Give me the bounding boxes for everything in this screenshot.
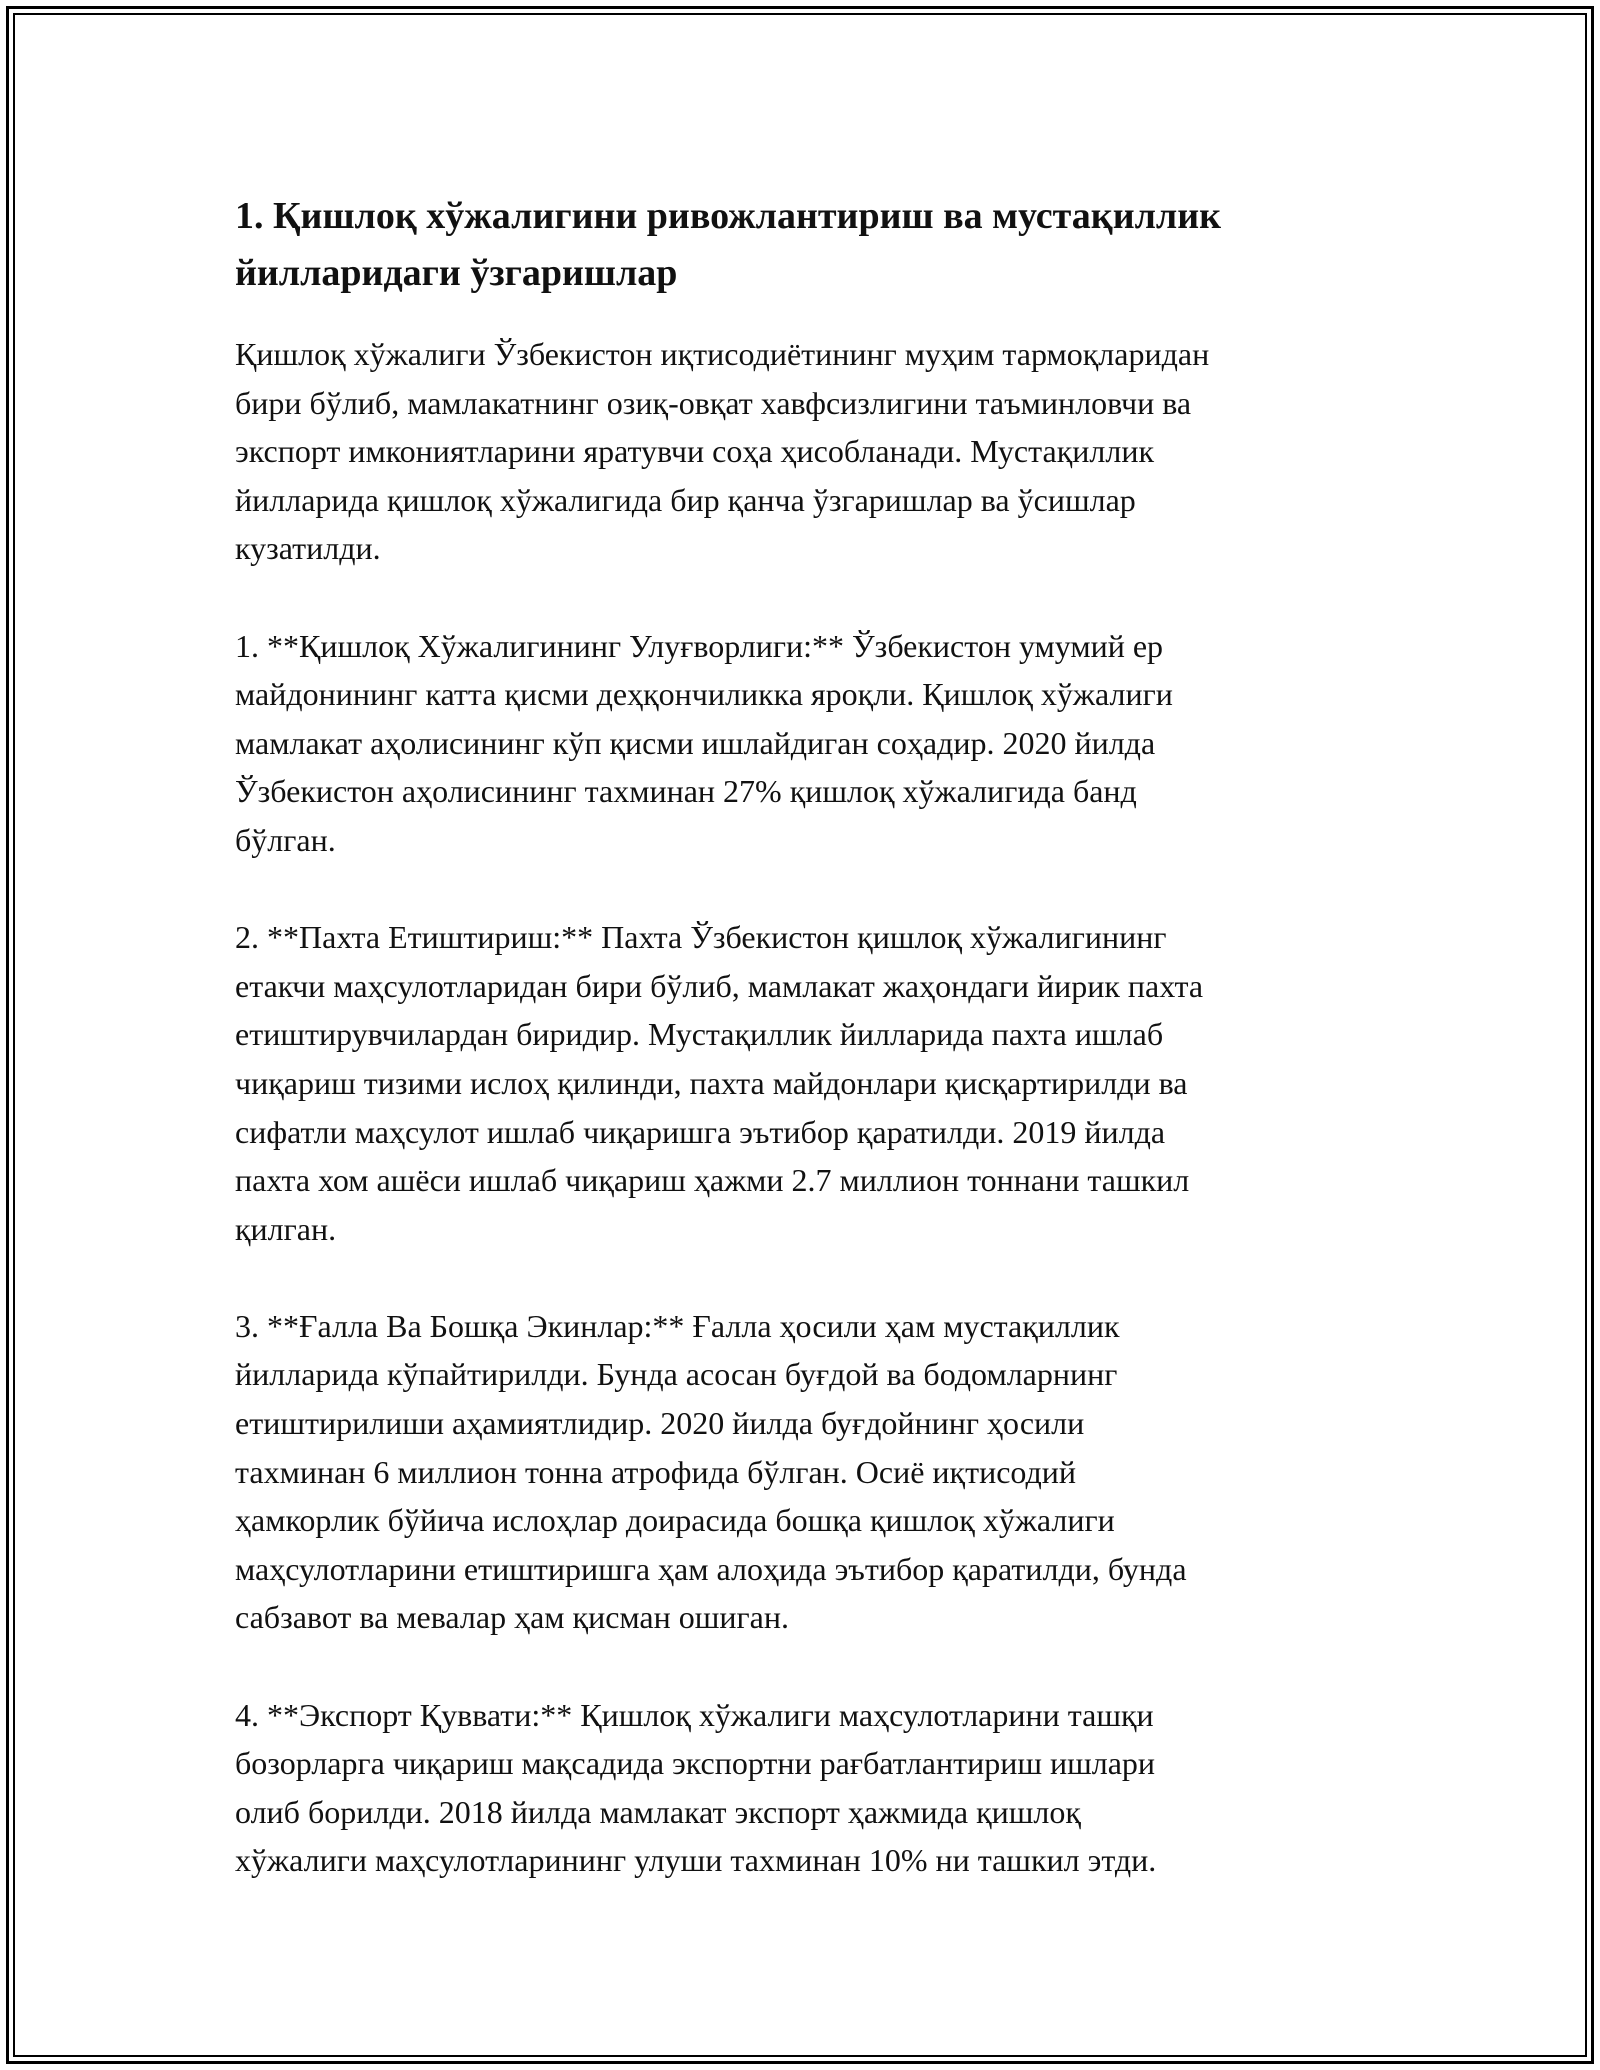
section-3-paragraph: 3. **Ғалла Ва Бошқа Экинлар:** Ғалла ҳосили ҳам мустақиллик йилларида кўпайтирилди. Бунда асосан буғдой ва бодомларнинг етиштирилиши аҳамиятлидир. 2020 йилда буғдойнинг ҳосили тахминан 6 миллион тонна атрофида бўлган. Осиё иқтисодий ҳамкорлик бўйича ислоҳлар доирасида бошқа қишлоқ хўжалиги маҳсулотларини етиштиришга ҳам алоҳида эътибор қаратилди, бунда сабзавот ва мевалар ҳам қисман ошиган. bbox=[235, 1307, 1187, 1636]
section-1-paragraph: 1. **Қишлоқ Хўжалигининг Улуғворлиги:** Ўзбекистон умумий ер майдонининг катта қисми деҳқончиликка яроқли. Қишлоқ хўжалиги мамлакат аҳолисининг кўп қисми ишлайдиган соҳадир. 2020 йилда Ўзбекистон аҳолисининг тахминан 27% қишлоқ хўжалигида банд бўлган. bbox=[235, 627, 1173, 858]
section-2-paragraph: 2. **Пахта Етиштириш:** Пахта Ўзбекистон қишлоқ хўжалигининг етакчи маҳсулотларидан бири бўлиб, мамлакат жаҳондаги йирик пахта етиштирувчилардан биридир. Мустақиллик йилларида пахта ишлаб чиқариш тизими ислоҳ қилинди, пахта майдонлари қисқартирилди ва сифатли маҳсулот ишлаб чиқаришга эътибор қаратилди. 2019 йилда пахта хом ашёси ишлаб чиқариш ҳажми 2.7 миллион тоннани ташкил қилган. bbox=[235, 919, 1204, 1247]
intro-paragraph: Қишлоқ хўжалиги Ўзбекистон иқтисодиётининг муҳим тармоқларидан бири бўлиб, мамлакатнинг озиқ-овқат хавфсизлигини таъминловчи ва экспорт имкониятларини яратувчи соҳа ҳисобланади. Мустақиллик йилларида қишлоқ хўжалигида бир қанча ўзгаришлар ва ўсишлар кузатилди. bbox=[235, 336, 1210, 567]
section-4-paragraph: 4. **Экспорт Қуввати:** Қишлоқ хўжалиги маҳсулотларини ташқи бозорларга чиқариш мақсадида экспортни рағбатлантириш ишлари олиб борилди. 2018 йилда мамлакат экспорт ҳажмида қишлоқ хўжалиги маҳсулотларининг улуши тахминан 10% ни ташкил этди. bbox=[235, 1696, 1157, 1879]
document-title: 1. Қишлоқ хўжалигини ривожлантириш ва мустақиллик йилларидаги ўзгаришлар bbox=[235, 195, 1222, 294]
document-body bbox=[235, 188, 1365, 1885]
